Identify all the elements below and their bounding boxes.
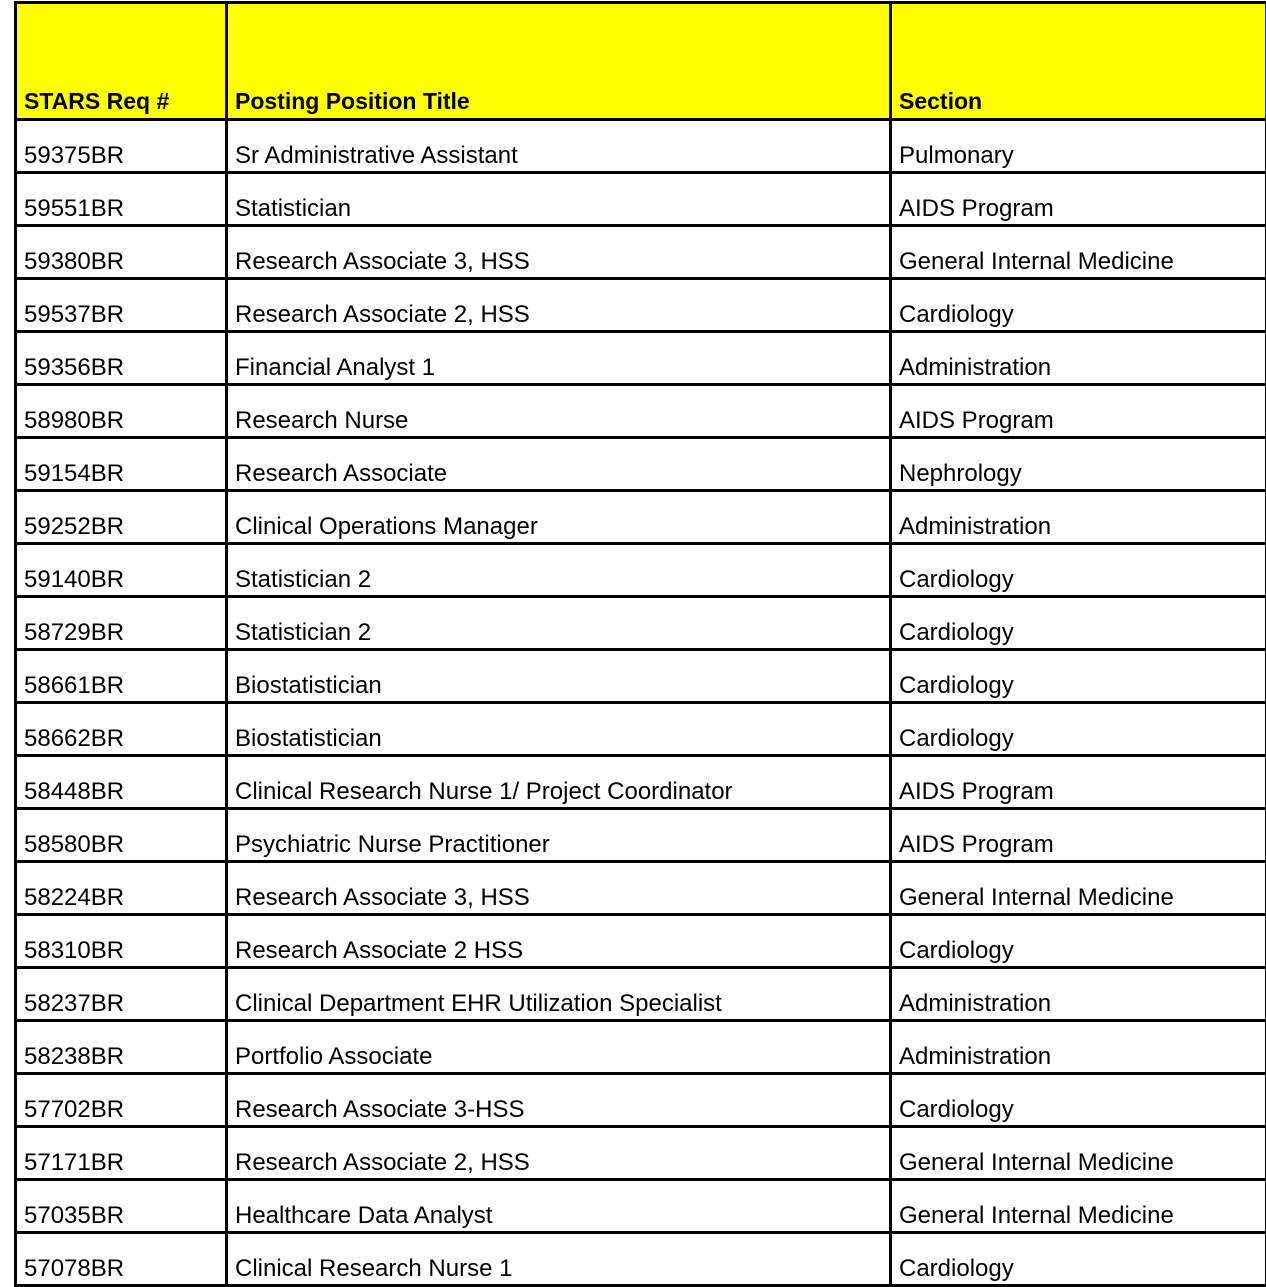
position-title-cell[interactable]: Clinical Research Nurse 1/ Project Coordinator (227, 756, 891, 809)
header-posting-position-title[interactable]: Posting Position Title (227, 3, 891, 120)
table-row (16, 1127, 1266, 1180)
header-stars-req[interactable]: STARS Req # (16, 3, 227, 120)
req-number-cell[interactable]: 59375BR (16, 120, 227, 173)
position-title-cell[interactable]: Research Associate 2, HSS (227, 279, 891, 332)
section-cell[interactable]: Administration (891, 1021, 1266, 1074)
position-title-cell[interactable]: Research Associate 3, HSS (227, 226, 891, 279)
table-row (16, 173, 1266, 226)
req-number-cell[interactable]: 59252BR (16, 491, 227, 544)
table-row (16, 597, 1266, 650)
req-number-cell[interactable]: 58729BR (16, 597, 227, 650)
section-cell[interactable]: Nephrology (891, 438, 1266, 491)
req-number-cell[interactable]: 59140BR (16, 544, 227, 597)
position-title-cell[interactable]: Research Nurse (227, 385, 891, 438)
position-title-cell[interactable]: Sr Administrative Assistant (227, 120, 891, 173)
table-row (16, 703, 1266, 756)
position-title-cell[interactable]: Psychiatric Nurse Practitioner (227, 809, 891, 862)
table-row (16, 915, 1266, 968)
table-row (16, 650, 1266, 703)
position-title-cell[interactable]: Clinical Department EHR Utilization Specialist (227, 968, 891, 1021)
section-cell[interactable]: Cardiology (891, 544, 1266, 597)
table-row (16, 438, 1266, 491)
position-title-cell[interactable]: Clinical Operations Manager (227, 491, 891, 544)
req-number-cell[interactable]: 59154BR (16, 438, 227, 491)
section-cell[interactable]: Administration (891, 968, 1266, 1021)
req-number-cell[interactable]: 59537BR (16, 279, 227, 332)
table-row (16, 385, 1266, 438)
section-cell[interactable]: Cardiology (891, 279, 1266, 332)
section-cell[interactable]: Administration (891, 491, 1266, 544)
position-title-cell[interactable]: Statistician (227, 173, 891, 226)
job-postings-table (14, 1, 1266, 1287)
section-cell[interactable]: Cardiology (891, 1074, 1266, 1127)
position-title-cell[interactable]: Biostatistician (227, 703, 891, 756)
table-row (16, 756, 1266, 809)
header-section[interactable]: Section (891, 3, 1266, 120)
position-title-cell[interactable]: Statistician 2 (227, 544, 891, 597)
section-cell[interactable]: AIDS Program (891, 809, 1266, 862)
section-cell[interactable]: Administration (891, 332, 1266, 385)
section-cell[interactable]: General Internal Medicine (891, 862, 1266, 915)
req-number-cell[interactable]: 58237BR (16, 968, 227, 1021)
spreadsheet (14, 1, 1266, 1287)
section-cell[interactable]: Pulmonary (891, 120, 1266, 173)
section-cell[interactable]: General Internal Medicine (891, 226, 1266, 279)
table-row (16, 332, 1266, 385)
position-title-cell[interactable]: Healthcare Data Analyst (227, 1180, 891, 1233)
table-row (16, 226, 1266, 279)
section-cell[interactable]: Cardiology (891, 703, 1266, 756)
table-row (16, 968, 1266, 1021)
position-title-cell[interactable]: Portfolio Associate (227, 1021, 891, 1074)
req-number-cell[interactable]: 57702BR (16, 1074, 227, 1127)
position-title-cell[interactable]: Research Associate 3-HSS (227, 1074, 891, 1127)
table-body (16, 120, 1266, 1286)
req-number-cell[interactable]: 58238BR (16, 1021, 227, 1074)
table-row (16, 1180, 1266, 1233)
position-title-cell[interactable]: Statistician 2 (227, 597, 891, 650)
position-title-cell[interactable]: Research Associate (227, 438, 891, 491)
req-number-cell[interactable]: 57035BR (16, 1180, 227, 1233)
req-number-cell[interactable]: 57171BR (16, 1127, 227, 1180)
table-row (16, 809, 1266, 862)
req-number-cell[interactable]: 58661BR (16, 650, 227, 703)
table-row (16, 1074, 1266, 1127)
req-number-cell[interactable]: 58980BR (16, 385, 227, 438)
section-cell[interactable]: General Internal Medicine (891, 1127, 1266, 1180)
section-cell[interactable]: Cardiology (891, 650, 1266, 703)
position-title-cell[interactable]: Financial Analyst 1 (227, 332, 891, 385)
req-number-cell[interactable]: 58662BR (16, 703, 227, 756)
req-number-cell[interactable]: 58448BR (16, 756, 227, 809)
section-cell[interactable]: AIDS Program (891, 173, 1266, 226)
req-number-cell[interactable]: 59356BR (16, 332, 227, 385)
position-title-cell[interactable]: Research Associate 2, HSS (227, 1127, 891, 1180)
section-cell[interactable]: Cardiology (891, 597, 1266, 650)
req-number-cell[interactable]: 59380BR (16, 226, 227, 279)
req-number-cell[interactable]: 58224BR (16, 862, 227, 915)
req-number-cell[interactable]: 57078BR (16, 1233, 227, 1286)
table-row (16, 544, 1266, 597)
position-title-cell[interactable]: Research Associate 3, HSS (227, 862, 891, 915)
table-row (16, 1021, 1266, 1074)
section-cell[interactable]: General Internal Medicine (891, 1180, 1266, 1233)
position-title-cell[interactable]: Biostatistician (227, 650, 891, 703)
position-title-cell[interactable]: Research Associate 2 HSS (227, 915, 891, 968)
section-cell[interactable]: Cardiology (891, 1233, 1266, 1286)
req-number-cell[interactable]: 58580BR (16, 809, 227, 862)
table-row (16, 120, 1266, 173)
position-title-cell[interactable]: Clinical Research Nurse 1 (227, 1233, 891, 1286)
section-cell[interactable]: AIDS Program (891, 385, 1266, 438)
req-number-cell[interactable]: 59551BR (16, 173, 227, 226)
table-row (16, 862, 1266, 915)
table-row (16, 1233, 1266, 1286)
table-row (16, 491, 1266, 544)
section-cell[interactable]: Cardiology (891, 915, 1266, 968)
req-number-cell[interactable]: 58310BR (16, 915, 227, 968)
header-row (16, 3, 1266, 120)
table-row (16, 279, 1266, 332)
section-cell[interactable]: AIDS Program (891, 756, 1266, 809)
